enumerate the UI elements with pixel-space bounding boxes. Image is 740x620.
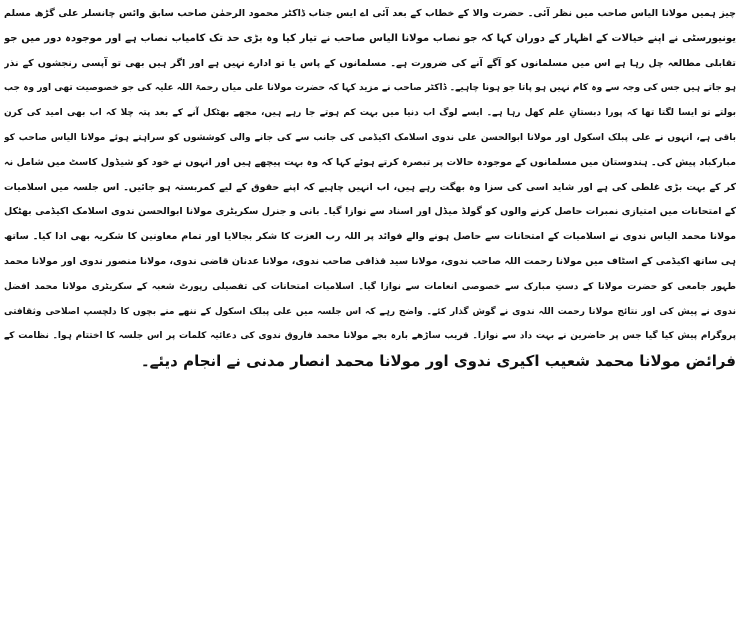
article-page (4, 2, 736, 618)
text-line-9: کے امتحانات میں امتیازی نمبرات حاصل کرنے والوں کو گولڈ میڈل اور اسناد سے نوازا گیا۔ بانی و جنرل سکریٹری مولانا ابوالحسن ندوی اسلامک اکیڈمی بھٹکل (4, 206, 736, 218)
text-line-5: بولتے تو ایسا لگتا تھا کہ پورا دبستانِ علم کھل رہا ہے۔ ایسے لوگ اب دنیا میں بہت کم ہوتے جا رہے ہیں، مجھے بھٹکل آنے کے بعد پتہ چلا کہ اب بھی امید کی کرن (4, 108, 736, 119)
text-line-6: باقی ہے، انہوں نے علی پبلک اسکول اور مولانا ابوالحسن علی ندوی اسلامک اکیڈمی کی جانب سے کی جانے والی کوششوں کو سراہتے ہوئے مولانا الیاس صاحب کو (4, 132, 736, 143)
text-line-13: ندوی نے پیش کی اور نتائج مولانا رحمت اللہ ندوی نے گوش گذار کئے۔ واضح رہے کہ اس جلسہ میں علی پبلک اسکول کے ننھے منے بچوں کا دلچسپ اصلاحی وثقافتی (4, 306, 736, 317)
text-line-2: یونیورسٹی نے اپنے خیالات کے اظہار کے دوران کہا کہ جو نصاب مولانا الیاس صاحب نے تیار کیا وہ بڑی حد تک کامیاب نصاب ہے اور موجودہ دور میں جو (4, 32, 736, 44)
text-line-11: ہی ساتھ اکیڈمی کے اسٹاف میں مولانا رحمت اللہ صاحب ندوی، مولانا سید قذافی صاحب ندوی، مولانا عدنان قاضی ندوی، مولانا منصور ندوی اور مولانا محمد (4, 255, 736, 267)
text-line-3: تقابلی مطالعہ چل رہا ہے اس میں مسلمانوں کو آگے آنے کی ضرورت ہے۔ مسلمانوں کے پاس یا تو ادارے نہیں ہے اور اگر ہیں بھی تو آپسی رنجشوں کے نذر (4, 57, 736, 69)
text-line-14: پروگرام پیش کیا گیا جس پر حاضرین نے بہت داد سے نوازا۔ قریب ساڑھے بارہ بجے مولانا محمد فاروق ندوی کی دعائیہ کلمات پر اس جلسہ کا اختتام ہوا۔ نظامت کے (4, 331, 736, 342)
text-line-15: فرائض مولانا محمد شعیب اکیری ندوی اور مولانا محمد انصار مدنی نے انجام دیئے۔ (140, 352, 736, 371)
text-line-8: کر کے بہت بڑی غلطی کی ہے اور شاید اسی کی سزا وہ بھگت رہے ہیں، اب انہیں چاہیے کہ اپنے حقوق کے لیے کمربستہ ہو جائیں۔ اس جلسہ میں اسلامیات (4, 181, 736, 193)
text-line-4: ہو جاتے ہیں جس کی وجہ سے وہ کام نہیں ہو پاتا جو ہونا چاہیے۔ ڈاکٹر صاحب نے مزید کہا کہ حضرت مولانا علی میاں رحمۃ اللہ علیہ کی جو خصوصیت تھی اور وہ جب (4, 83, 736, 94)
text-line-10: مولانا محمد الیاس ندوی نے اسلامیات کے امتحانات سے حاصل ہونے والے فوائد پر اللہ رب العزت کا شکر بجالایا اور تمام معاونین کا شکریہ بھی ادا کیا۔ ساتھ (4, 231, 736, 243)
text-line-1: چیز ہمیں مولانا الیاس صاحب میں نظر آئی۔ حضرت والا کے خطاب کے بعد آئی اے ایس جناب ڈاکٹر محمود الرحمٰن صاحب سابق وائس چانسلر علی گڑھ مسلم (4, 8, 736, 19)
text-line-7: مبارکباد پیش کی۔ ہندوستان میں مسلمانوں کے موجودہ حالات پر تبصرہ کرتے ہوئے کہا کہ وہ بہت پیچھے ہیں اور انہوں نے خود کو شیڈول کاسٹ میں شامل نہ (4, 156, 736, 168)
text-line-12: طہور جامعی کو حضرت مولانا کے دستِ مبارک سے خصوصی انعامات سے نوازا گیا۔ اسلامیات امتحانات کی تفصیلی رپورٹ شعبہ کے سکریٹری مولانا محمد افضل (4, 281, 736, 292)
